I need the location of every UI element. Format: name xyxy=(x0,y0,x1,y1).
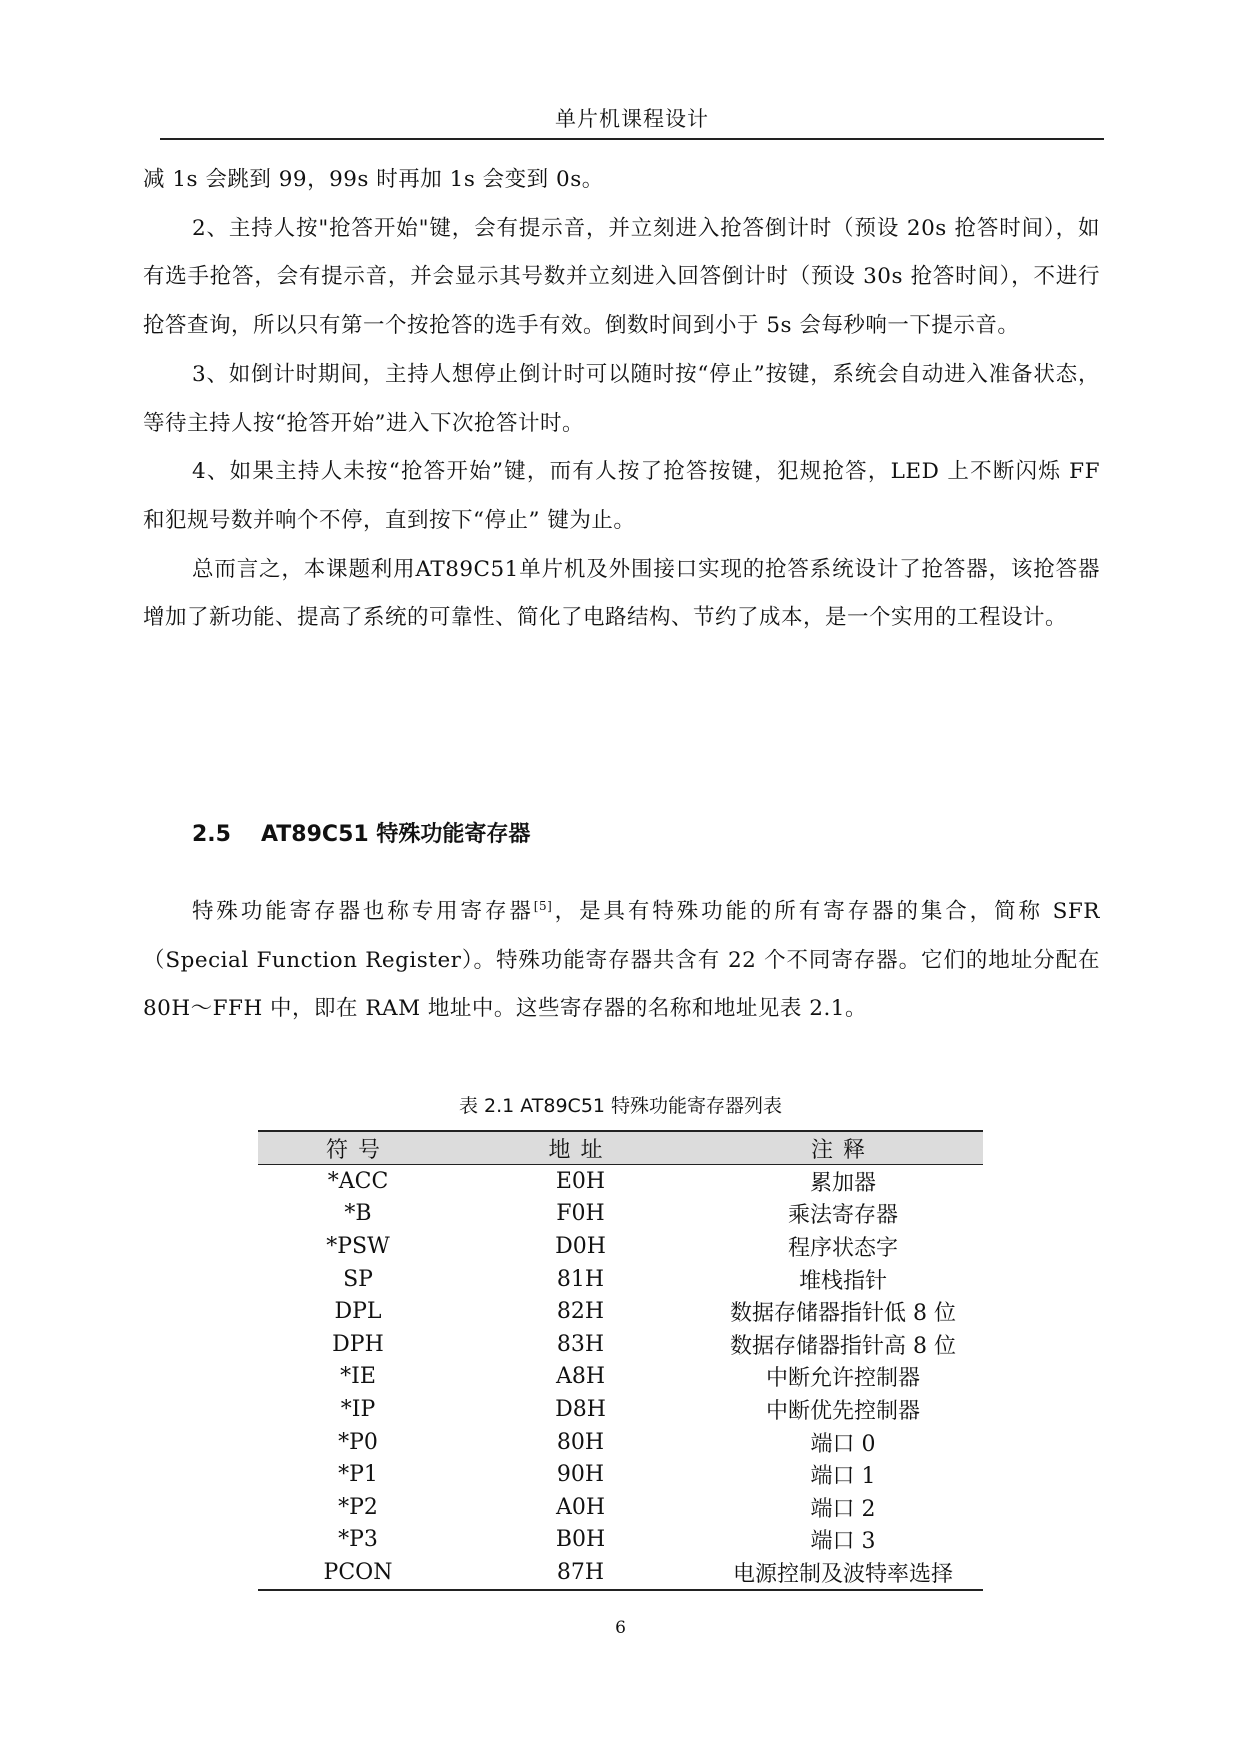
page-number: 6 xyxy=(615,1618,626,1638)
table-row xyxy=(258,1458,983,1491)
cell-symbol: *B xyxy=(344,1201,372,1227)
cell-description: 堆栈指针 xyxy=(798,1268,887,1294)
cell-symbol: *P3 xyxy=(338,1527,378,1553)
table-caption: 表 2.1 AT89C51 特殊功能寄存器列表 xyxy=(458,1095,783,1117)
header-address: 地址 xyxy=(458,1131,703,1165)
table-header-row xyxy=(258,1131,983,1165)
table-row xyxy=(258,1328,983,1361)
cell-symbol: PCON xyxy=(258,1556,458,1590)
cell-address: D0H xyxy=(555,1233,606,1259)
table-row xyxy=(258,1556,983,1590)
cell-symbol: *IP xyxy=(340,1396,376,1422)
cell-symbol: *ACC xyxy=(327,1168,389,1194)
body-text-sfr xyxy=(143,888,1100,1034)
sfr-text-before-ref: 特殊功能寄存器也称专用寄存器 xyxy=(192,899,534,924)
cell-address: 87H xyxy=(458,1556,703,1590)
paragraph-sfr-intro xyxy=(143,888,1100,1034)
cell-description: 端口 3 xyxy=(810,1529,876,1555)
cell-symbol: *PSW xyxy=(326,1233,390,1259)
cell-description: 端口 1 xyxy=(810,1464,876,1490)
section-number: 2.5 xyxy=(192,822,231,847)
paragraph-item-4: 4、如果主持人未按“抢答开始”键，而有人按了抢答按键，犯规抢答，LED 上不断闪烁 FF 和犯规号数并响个不停，直到按下“停止” 键为止。 xyxy=(143,459,1100,533)
cell-description: 乘法寄存器 xyxy=(787,1203,898,1229)
cell-description: 累加器 xyxy=(809,1170,876,1196)
paragraph-continuation: 减 1s 会跳到 99，99s 时再加 1s 会变到 0s。 xyxy=(143,167,604,192)
cell-symbol: *P0 xyxy=(338,1429,378,1455)
citation-ref[interactable]: [5] xyxy=(533,898,553,913)
cell-description: 程序状态字 xyxy=(787,1235,898,1261)
sfr-text-after-ref: ，是具有特殊功能的所有寄存器的集合，简称 SFR（Special Function Register）。特殊功能寄存器共含有 22 个不同寄存器。它们的地址分配在 80H～FFH 中，即在 RAM 地址中。这些寄存器的名称和地址见表 2.1。 xyxy=(143,899,1100,1022)
cell-symbol: *P1 xyxy=(338,1462,378,1488)
cell-symbol: *P2 xyxy=(338,1494,378,1520)
cell-description: 电源控制及波特率选择 xyxy=(703,1556,983,1590)
table-row xyxy=(258,1230,983,1263)
paragraph-item-2: 2、主持人按"抢答开始"键，会有提示音，并立刻进入抢答倒计时（预设 20s 抢答时间），如有选手抢答，会有提示音，并会显示其号数并立刻进入回答倒计时（预设 30s 抢答时间），不进行抢答查询，所以只有第一个按抢答的选手有效。倒数时间到小于 5s 会每秒响一下提示音。 xyxy=(143,215,1100,339)
cell-description: 中断允许控制器 xyxy=(765,1366,920,1392)
cell-address: 83H xyxy=(556,1331,605,1357)
section-title: AT89C51 特殊功能寄存器 xyxy=(260,822,531,847)
cell-address: 80H xyxy=(556,1429,605,1455)
table-row xyxy=(258,1524,983,1557)
body-text-top xyxy=(143,156,1100,643)
sfr-table xyxy=(258,1130,983,1591)
table-body xyxy=(258,1165,983,1590)
cell-description: 端口 2 xyxy=(810,1496,876,1522)
cell-symbol: DPH xyxy=(332,1331,384,1357)
cell-description: 端口 0 xyxy=(810,1431,876,1457)
cell-address: 82H xyxy=(556,1299,605,1325)
cell-address: A0H xyxy=(555,1494,606,1520)
table-row xyxy=(258,1198,983,1231)
table-row xyxy=(258,1263,983,1296)
cell-description: 数据存储器指针低 8 位 xyxy=(730,1301,956,1327)
table-row xyxy=(258,1295,983,1328)
section-heading xyxy=(192,820,530,850)
cell-address: 90H xyxy=(556,1462,605,1488)
paragraph-item-3: 3、如倒计时期间，主持人想停止倒计时可以随时按“停止”按键，系统会自动进入准备状态，等待主持人按“抢答开始”进入下次抢答计时。 xyxy=(143,361,1100,436)
cell-address: B0H xyxy=(555,1527,606,1553)
cell-symbol: *IE xyxy=(340,1364,376,1390)
running-header-title: 单片机课程设计 xyxy=(555,107,709,131)
table-row xyxy=(258,1491,983,1524)
paragraph-summary: 总而言之，本课题利用AT89C51单片机及外围接口实现的抢答系统设计了抢答器，该抢答器增加了新功能、提高了系统的可靠性、简化了电路结构、节约了成本，是一个实用的工程设计。 xyxy=(143,556,1100,631)
header-rule xyxy=(160,138,1104,140)
table-row xyxy=(258,1426,983,1459)
table-row xyxy=(258,1361,983,1394)
cell-description: 中断优先控制器 xyxy=(765,1398,920,1424)
cell-address: D8H xyxy=(555,1396,606,1422)
cell-address: F0H xyxy=(556,1201,605,1227)
cell-address: E0H xyxy=(555,1168,606,1194)
cell-description: 数据存储器指针高 8 位 xyxy=(730,1333,956,1359)
cell-address: 81H xyxy=(556,1266,605,1292)
header-description: 注释 xyxy=(703,1131,983,1165)
table-row xyxy=(258,1165,983,1198)
cell-symbol: DPL xyxy=(334,1299,382,1325)
cell-address: A8H xyxy=(555,1364,606,1390)
header-symbol: 符号 xyxy=(258,1131,458,1165)
table-row xyxy=(258,1393,983,1426)
cell-symbol: SP xyxy=(343,1266,373,1292)
